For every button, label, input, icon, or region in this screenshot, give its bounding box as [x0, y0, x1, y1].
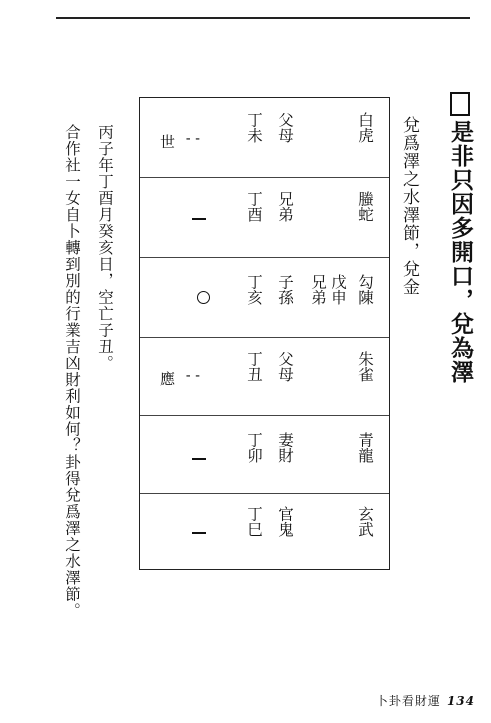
stem-branch: 丁丑: [245, 351, 263, 382]
top-rule: [56, 17, 470, 19]
yao-row-5: [140, 178, 389, 258]
moving-line-circle-icon: [197, 291, 210, 304]
stem-branch: 丁亥: [245, 274, 263, 305]
title-box-icon: [450, 92, 470, 116]
solid-line: [192, 218, 206, 220]
yao-row-6: [140, 98, 389, 178]
stem-branch: 丁酉: [245, 191, 263, 222]
six-relation: 父母: [276, 112, 294, 143]
hexagram-table: [139, 97, 390, 570]
page-footer: [376, 692, 475, 709]
solid-line: [192, 532, 206, 534]
yao-row-4: [140, 258, 389, 338]
ying-marker: 應: [160, 370, 176, 388]
six-deity: 玄武: [356, 506, 374, 537]
stem-branch: 丁卯: [245, 432, 263, 463]
section-title: [446, 92, 474, 384]
six-relation: 妻財: [276, 432, 294, 463]
shi-marker: 世: [160, 133, 176, 151]
page-number: 134: [446, 694, 475, 708]
title-text: 是非只因多開口，兌為澤: [447, 120, 473, 384]
solid-line: [192, 458, 206, 460]
paragraph-date: 丙子年丁酉月癸亥日，空亡子丑。: [96, 124, 114, 372]
hidden-spirit: 戊申兄弟: [309, 274, 347, 305]
yao-row-2: [140, 416, 389, 494]
six-deity: 朱雀: [356, 351, 374, 382]
broken-line: --: [184, 368, 203, 384]
six-deity: 螣蛇: [356, 191, 374, 222]
stem-branch: 丁巳: [245, 506, 263, 537]
paragraph-question: 合作社一女自卜轉到別的行業吉凶財利如何？卦得兌爲澤之水澤節。: [63, 124, 81, 619]
six-deity: 白虎: [356, 112, 374, 143]
yao-row-3: [140, 338, 389, 416]
six-relation: 兄弟: [276, 191, 294, 222]
stem-branch: 丁未: [245, 112, 263, 143]
book-title: 卜卦看財運: [375, 694, 441, 708]
six-deity: 青龍: [356, 432, 374, 463]
six-relation: 子孫: [276, 274, 294, 305]
six-deity: 勾陳: [356, 274, 374, 305]
hexagram-subtitle: 兌爲澤之水澤節，兌金: [399, 116, 419, 296]
yao-row-1: [140, 494, 389, 570]
six-relation: 官鬼: [276, 506, 294, 537]
broken-line: --: [184, 131, 203, 147]
six-relation: 父母: [276, 351, 294, 382]
